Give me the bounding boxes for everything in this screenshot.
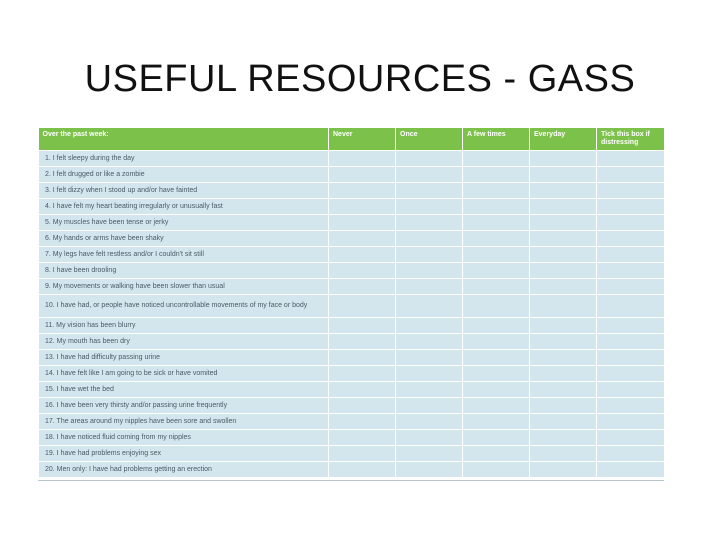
never-cell[interactable] (329, 350, 396, 366)
gass-questionnaire-table (38, 128, 665, 478)
a-few-times-cell[interactable] (463, 199, 530, 215)
question-text: 3. I felt dizzy when I stood up and/or have fainted (39, 183, 329, 199)
once-cell[interactable] (396, 318, 463, 334)
question-text: 12. My mouth has been dry (39, 334, 329, 350)
distressing-cell[interactable] (597, 382, 665, 398)
table-row (39, 279, 665, 295)
never-cell[interactable] (329, 263, 396, 279)
table-row (39, 183, 665, 199)
everyday-cell[interactable] (530, 279, 597, 295)
distressing-cell[interactable] (597, 231, 665, 247)
question-text: 16. I have been very thirsty and/or passing urine frequently (39, 398, 329, 414)
everyday-cell[interactable] (530, 231, 597, 247)
once-cell[interactable] (396, 446, 463, 462)
distressing-cell[interactable] (597, 215, 665, 231)
once-cell[interactable] (396, 167, 463, 183)
a-few-times-cell[interactable] (463, 430, 530, 446)
table-row (39, 151, 665, 167)
a-few-times-cell[interactable] (463, 334, 530, 350)
never-cell[interactable] (329, 279, 396, 295)
once-cell[interactable] (396, 430, 463, 446)
table-row (39, 414, 665, 430)
a-few-times-cell[interactable] (463, 247, 530, 263)
table-bottom-rule (38, 480, 664, 481)
question-text: 11. My vision has been blurry (39, 318, 329, 334)
once-cell[interactable] (396, 382, 463, 398)
table-row (39, 199, 665, 215)
never-cell[interactable] (329, 462, 396, 478)
everyday-cell[interactable] (530, 414, 597, 430)
column-header-distressing: Tick this box if distressing (597, 128, 665, 151)
table-row (39, 366, 665, 382)
a-few-times-cell[interactable] (463, 167, 530, 183)
table-row (39, 231, 665, 247)
distressing-cell[interactable] (597, 199, 665, 215)
table-row (39, 398, 665, 414)
once-cell[interactable] (396, 398, 463, 414)
slide-title: USEFUL RESOURCES - GASS (84, 58, 636, 100)
a-few-times-cell[interactable] (463, 279, 530, 295)
question-text: 2. I felt drugged or like a zombie (39, 167, 329, 183)
question-text: 14. I have felt like I am going to be sick or have vomited (39, 366, 329, 382)
never-cell[interactable] (329, 199, 396, 215)
question-text: 1. I felt sleepy during the day (39, 151, 329, 167)
question-text: 19. I have had problems enjoying sex (39, 446, 329, 462)
table-row (39, 382, 665, 398)
never-cell[interactable] (329, 247, 396, 263)
column-header-a-few-times: A few times (463, 128, 530, 151)
distressing-cell[interactable] (597, 167, 665, 183)
everyday-cell[interactable] (530, 462, 597, 478)
a-few-times-cell[interactable] (463, 215, 530, 231)
once-cell[interactable] (396, 263, 463, 279)
a-few-times-cell[interactable] (463, 446, 530, 462)
distressing-cell[interactable] (597, 183, 665, 199)
column-header-once: Once (396, 128, 463, 151)
never-cell[interactable] (329, 382, 396, 398)
everyday-cell[interactable] (530, 334, 597, 350)
table-header-row (39, 128, 665, 151)
once-cell[interactable] (396, 350, 463, 366)
table-row (39, 318, 665, 334)
everyday-cell[interactable] (530, 247, 597, 263)
table-row (39, 263, 665, 279)
never-cell[interactable] (329, 295, 396, 318)
never-cell[interactable] (329, 446, 396, 462)
never-cell[interactable] (329, 430, 396, 446)
distressing-cell[interactable] (597, 295, 665, 318)
once-cell[interactable] (396, 295, 463, 318)
a-few-times-cell[interactable] (463, 398, 530, 414)
once-cell[interactable] (396, 215, 463, 231)
once-cell[interactable] (396, 199, 463, 215)
once-cell[interactable] (396, 279, 463, 295)
distressing-cell[interactable] (597, 446, 665, 462)
everyday-cell[interactable] (530, 366, 597, 382)
never-cell[interactable] (329, 215, 396, 231)
once-cell[interactable] (396, 247, 463, 263)
everyday-cell[interactable] (530, 199, 597, 215)
everyday-cell[interactable] (530, 382, 597, 398)
table-row (39, 430, 665, 446)
everyday-cell[interactable] (530, 167, 597, 183)
table-row (39, 446, 665, 462)
a-few-times-cell[interactable] (463, 382, 530, 398)
question-text: 9. My movements or walking have been slower than usual (39, 279, 329, 295)
once-cell[interactable] (396, 231, 463, 247)
a-few-times-cell[interactable] (463, 414, 530, 430)
once-cell[interactable] (396, 151, 463, 167)
table-row (39, 167, 665, 183)
distressing-cell[interactable] (597, 151, 665, 167)
question-text: 4. I have felt my heart beating irregularly or unusually fast (39, 199, 329, 215)
once-cell[interactable] (396, 462, 463, 478)
distressing-cell[interactable] (597, 247, 665, 263)
table-row (39, 350, 665, 366)
question-text: 18. I have noticed fluid coming from my nipples (39, 430, 329, 446)
a-few-times-cell[interactable] (463, 263, 530, 279)
never-cell[interactable] (329, 231, 396, 247)
everyday-cell[interactable] (530, 446, 597, 462)
question-text: 10. I have had, or people have noticed uncontrollable movements of my face or body (39, 295, 329, 318)
a-few-times-cell[interactable] (463, 366, 530, 382)
everyday-cell[interactable] (530, 350, 597, 366)
table-body (39, 151, 665, 478)
table-row (39, 334, 665, 350)
never-cell[interactable] (329, 167, 396, 183)
distressing-cell[interactable] (597, 462, 665, 478)
distressing-cell[interactable] (597, 279, 665, 295)
question-text: 13. I have had difficulty passing urine (39, 350, 329, 366)
never-cell[interactable] (329, 318, 396, 334)
once-cell[interactable] (396, 414, 463, 430)
distressing-cell[interactable] (597, 350, 665, 366)
never-cell[interactable] (329, 366, 396, 382)
question-text: 15. I have wet the bed (39, 382, 329, 398)
never-cell[interactable] (329, 151, 396, 167)
question-text: 17. The areas around my nipples have been sore and swollen (39, 414, 329, 430)
column-header-everyday: Everyday (530, 128, 597, 151)
once-cell[interactable] (396, 183, 463, 199)
once-cell[interactable] (396, 334, 463, 350)
question-text: 7. My legs have felt restless and/or I couldn't sit still (39, 247, 329, 263)
column-header-question: Over the past week: (39, 128, 329, 151)
question-text: 8. I have been drooling (39, 263, 329, 279)
table-row (39, 462, 665, 478)
never-cell[interactable] (329, 183, 396, 199)
everyday-cell[interactable] (530, 151, 597, 167)
everyday-cell[interactable] (530, 398, 597, 414)
distressing-cell[interactable] (597, 398, 665, 414)
a-few-times-cell[interactable] (463, 295, 530, 318)
a-few-times-cell[interactable] (463, 183, 530, 199)
once-cell[interactable] (396, 366, 463, 382)
everyday-cell[interactable] (530, 215, 597, 231)
a-few-times-cell[interactable] (463, 318, 530, 334)
distressing-cell[interactable] (597, 263, 665, 279)
never-cell[interactable] (329, 414, 396, 430)
never-cell[interactable] (329, 334, 396, 350)
a-few-times-cell[interactable] (463, 231, 530, 247)
distressing-cell[interactable] (597, 366, 665, 382)
a-few-times-cell[interactable] (463, 462, 530, 478)
distressing-cell[interactable] (597, 334, 665, 350)
question-text: 6. My hands or arms have been shaky (39, 231, 329, 247)
a-few-times-cell[interactable] (463, 151, 530, 167)
column-header-never: Never (329, 128, 396, 151)
question-text: 20. Men only: I have had problems getting an erection (39, 462, 329, 478)
everyday-cell[interactable] (530, 183, 597, 199)
distressing-cell[interactable] (597, 414, 665, 430)
everyday-cell[interactable] (530, 318, 597, 334)
table-row (39, 215, 665, 231)
never-cell[interactable] (329, 398, 396, 414)
everyday-cell[interactable] (530, 295, 597, 318)
table-row (39, 295, 665, 318)
question-text: 5. My muscles have been tense or jerky (39, 215, 329, 231)
everyday-cell[interactable] (530, 430, 597, 446)
distressing-cell[interactable] (597, 430, 665, 446)
a-few-times-cell[interactable] (463, 350, 530, 366)
everyday-cell[interactable] (530, 263, 597, 279)
table-row (39, 247, 665, 263)
distressing-cell[interactable] (597, 318, 665, 334)
